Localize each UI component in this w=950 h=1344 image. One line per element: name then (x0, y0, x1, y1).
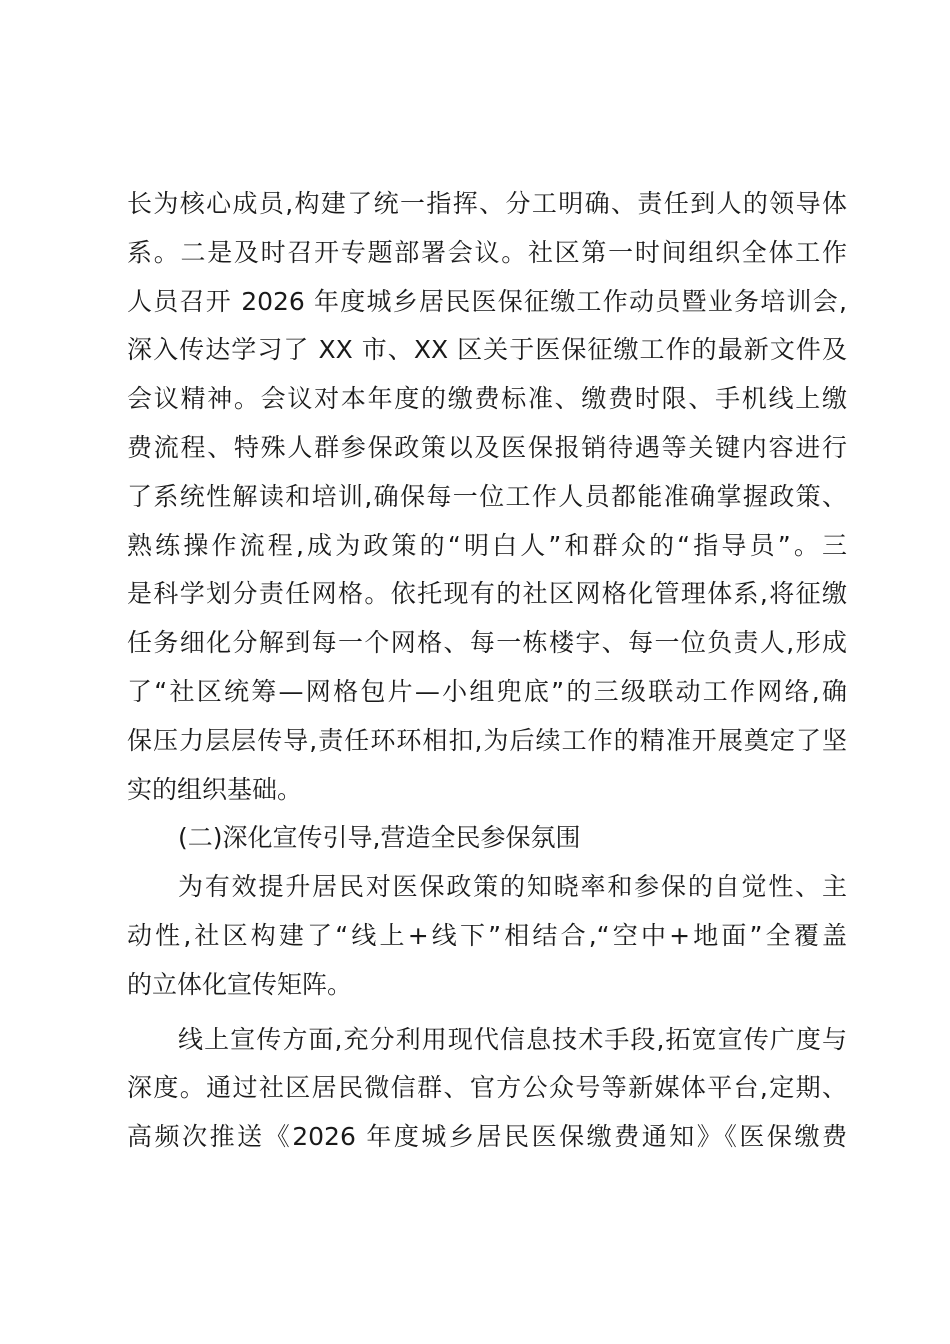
text-line: 实的组织基础。 (127, 774, 303, 804)
text-line: 费流程、特殊人群参保政策以及医保报销待遇等关键内容进行 (127, 432, 847, 462)
text-line: 会议精神。会议对本年度的缴费标准、缴费时限、手机线上缴 (127, 384, 847, 414)
text-line: 任务细化分解到每一个网格、每一栋楼宇、每一位负责人,形成 (127, 628, 847, 658)
text-line: 线上宣传方面,充分利用现代信息技术手段,拓宽宣传广度与 (178, 1024, 847, 1054)
document-body (127, 180, 847, 1162)
text-line: 为有效提升居民对医保政策的知晓率和参保的自觉性、主 (178, 872, 847, 902)
text-line: 了系统性解读和培训,确保每一位工作人员都能准确掌握政策、 (127, 481, 847, 511)
text-line: 深度。通过社区居民微信群、官方公众号等新媒体平台,定期、 (127, 1073, 847, 1103)
text-line: 熟练操作流程,成为政策的“明白人”和群众的“指导员”。三 (127, 530, 847, 560)
text-line: 深入传达学习了 XX 市、XX 区关于医保征缴工作的最新文件及 (127, 335, 847, 365)
text-line: 保压力层层传导,责任环环相扣,为后续工作的精准开展奠定了坚 (127, 725, 847, 755)
paragraph-online (127, 1016, 847, 1162)
text-line: 高频次推送《2026 年度城乡居民医保缴费通知》《医保缴费 (127, 1122, 847, 1152)
section-heading: (二)深化宣传引导,营造全民参保氛围 (178, 823, 581, 853)
text-line: 长为核心成员,构建了统一指挥、分工明确、责任到人的领导体 (127, 189, 847, 218)
text-line: 系。二是及时召开专题部署会议。社区第一时间组织全体工作 (127, 237, 847, 267)
text-line: 动性,社区构建了“线上+线下”相结合,“空中+地面”全覆盖 (127, 920, 847, 950)
text-line: 了“社区统筹—网格包片—小组兜底”的三级联动工作网络,确 (127, 676, 847, 706)
text-line: 的立体化宣传矩阵。 (127, 969, 353, 999)
paragraph-publicity (127, 863, 847, 1009)
text-line: 是科学划分责任网格。依托现有的社区网格化管理体系,将征缴 (127, 579, 847, 609)
text-line: 人员召开 2026 年度城乡居民医保征缴工作动员暨业务培训会, (127, 286, 847, 316)
paragraph-continued (127, 180, 847, 814)
